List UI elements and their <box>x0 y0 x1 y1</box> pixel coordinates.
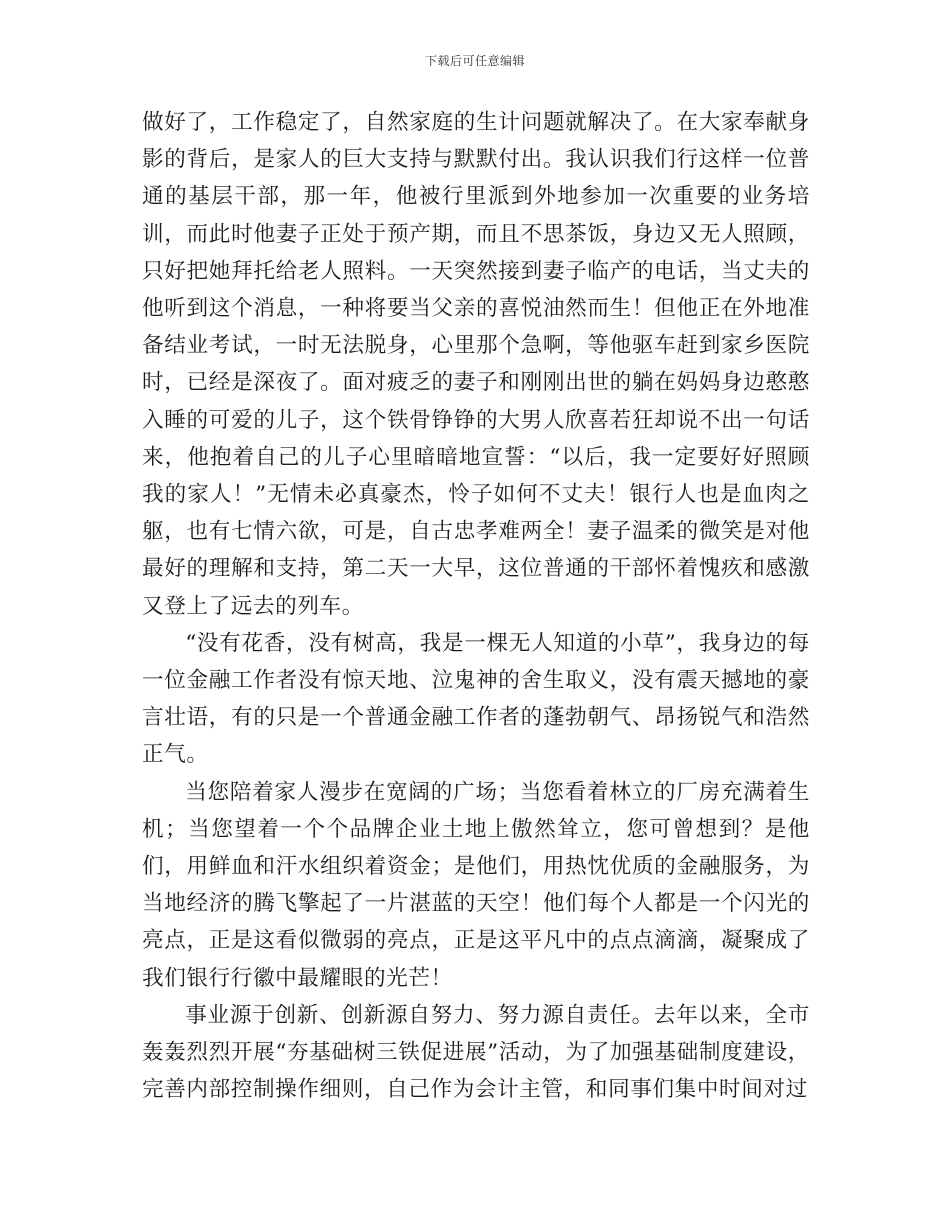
page-header: 下载后可任意编辑 <box>424 54 525 68</box>
paragraph: 当您陪着家人漫步在宽阔的广场；当您看着林立的厂房充满着生机；当您望着一个个品牌企业土地上傲然耸立，您可曾想到？是他们，用鲜血和汗水组织着资金；是他们，用热忱优质的金融服务，为当地经济的腾飞擎起了一片湛蓝的天空！他们每个人都是一个闪光的亮点，正是这看似微弱的亮点，正是这平凡中的点点滴滴，凝聚成了我们银行行徽中最耀眼的光芒！ <box>142 779 810 991</box>
paragraph: “没有花香，没有树高，我是一棵无人知道的小草”，我身边的每一位金融工作者没有惊天地、泣鬼神的舍生取义，没有震天撼地的豪言壮语，有的只是一个普通金融工作者的蓬勃朝气、昂扬锐气和浩然正气。 <box>142 630 810 768</box>
paragraph: 做好了，工作稳定了，自然家庭的生计问题就解决了。在大家奉献身影的背后，是家人的巨大支持与默默付出。我认识我们行这样一位普通的基层干部，那一年，他被行里派到外地参加一次重要的业务培训，而此时他妻子正处于预产期，而且不思茶饭，身边又无人照顾，只好把她拜托给老人照料。一天突然接到妻子临产的电话，当丈夫的他听到这个消息，一种将要当父亲的喜悦油然而生！但他正在外地准备结业考试，一时无法脱身，心里那个急啊，等他驱车赶到家乡医院时，已经是深夜了。面对疲乏的妻子和刚刚出世的躺在妈妈身边憨憨入睡的可爱的儿子，这个铁骨铮铮的大男人欣喜若狂却说不出一句话来，他抱着自己的儿子心里暗暗地宣誓：“以后，我一定要好好照顾我的家人！”无情未必真豪杰，怜子如何不丈夫！银行人也是血肉之躯，也有七情六欲，可是，自古忠孝难两全！妻子温柔的微笑是对他最好的理解和支持，第二天一大早，这位普通的干部怀着愧疚和感激又登上了远去的列车。 <box>142 110 810 619</box>
paragraph: 事业源于创新、创新源自努力、努力源自责任。去年以来，全市轰轰烈烈开展“夯基础树三铁促进展”活动，为了加强基础制度建设，完善内部控制操作细则，自己作为会计主管，和同事们集中时间对过 <box>142 1002 810 1103</box>
document-body <box>142 104 810 1108</box>
